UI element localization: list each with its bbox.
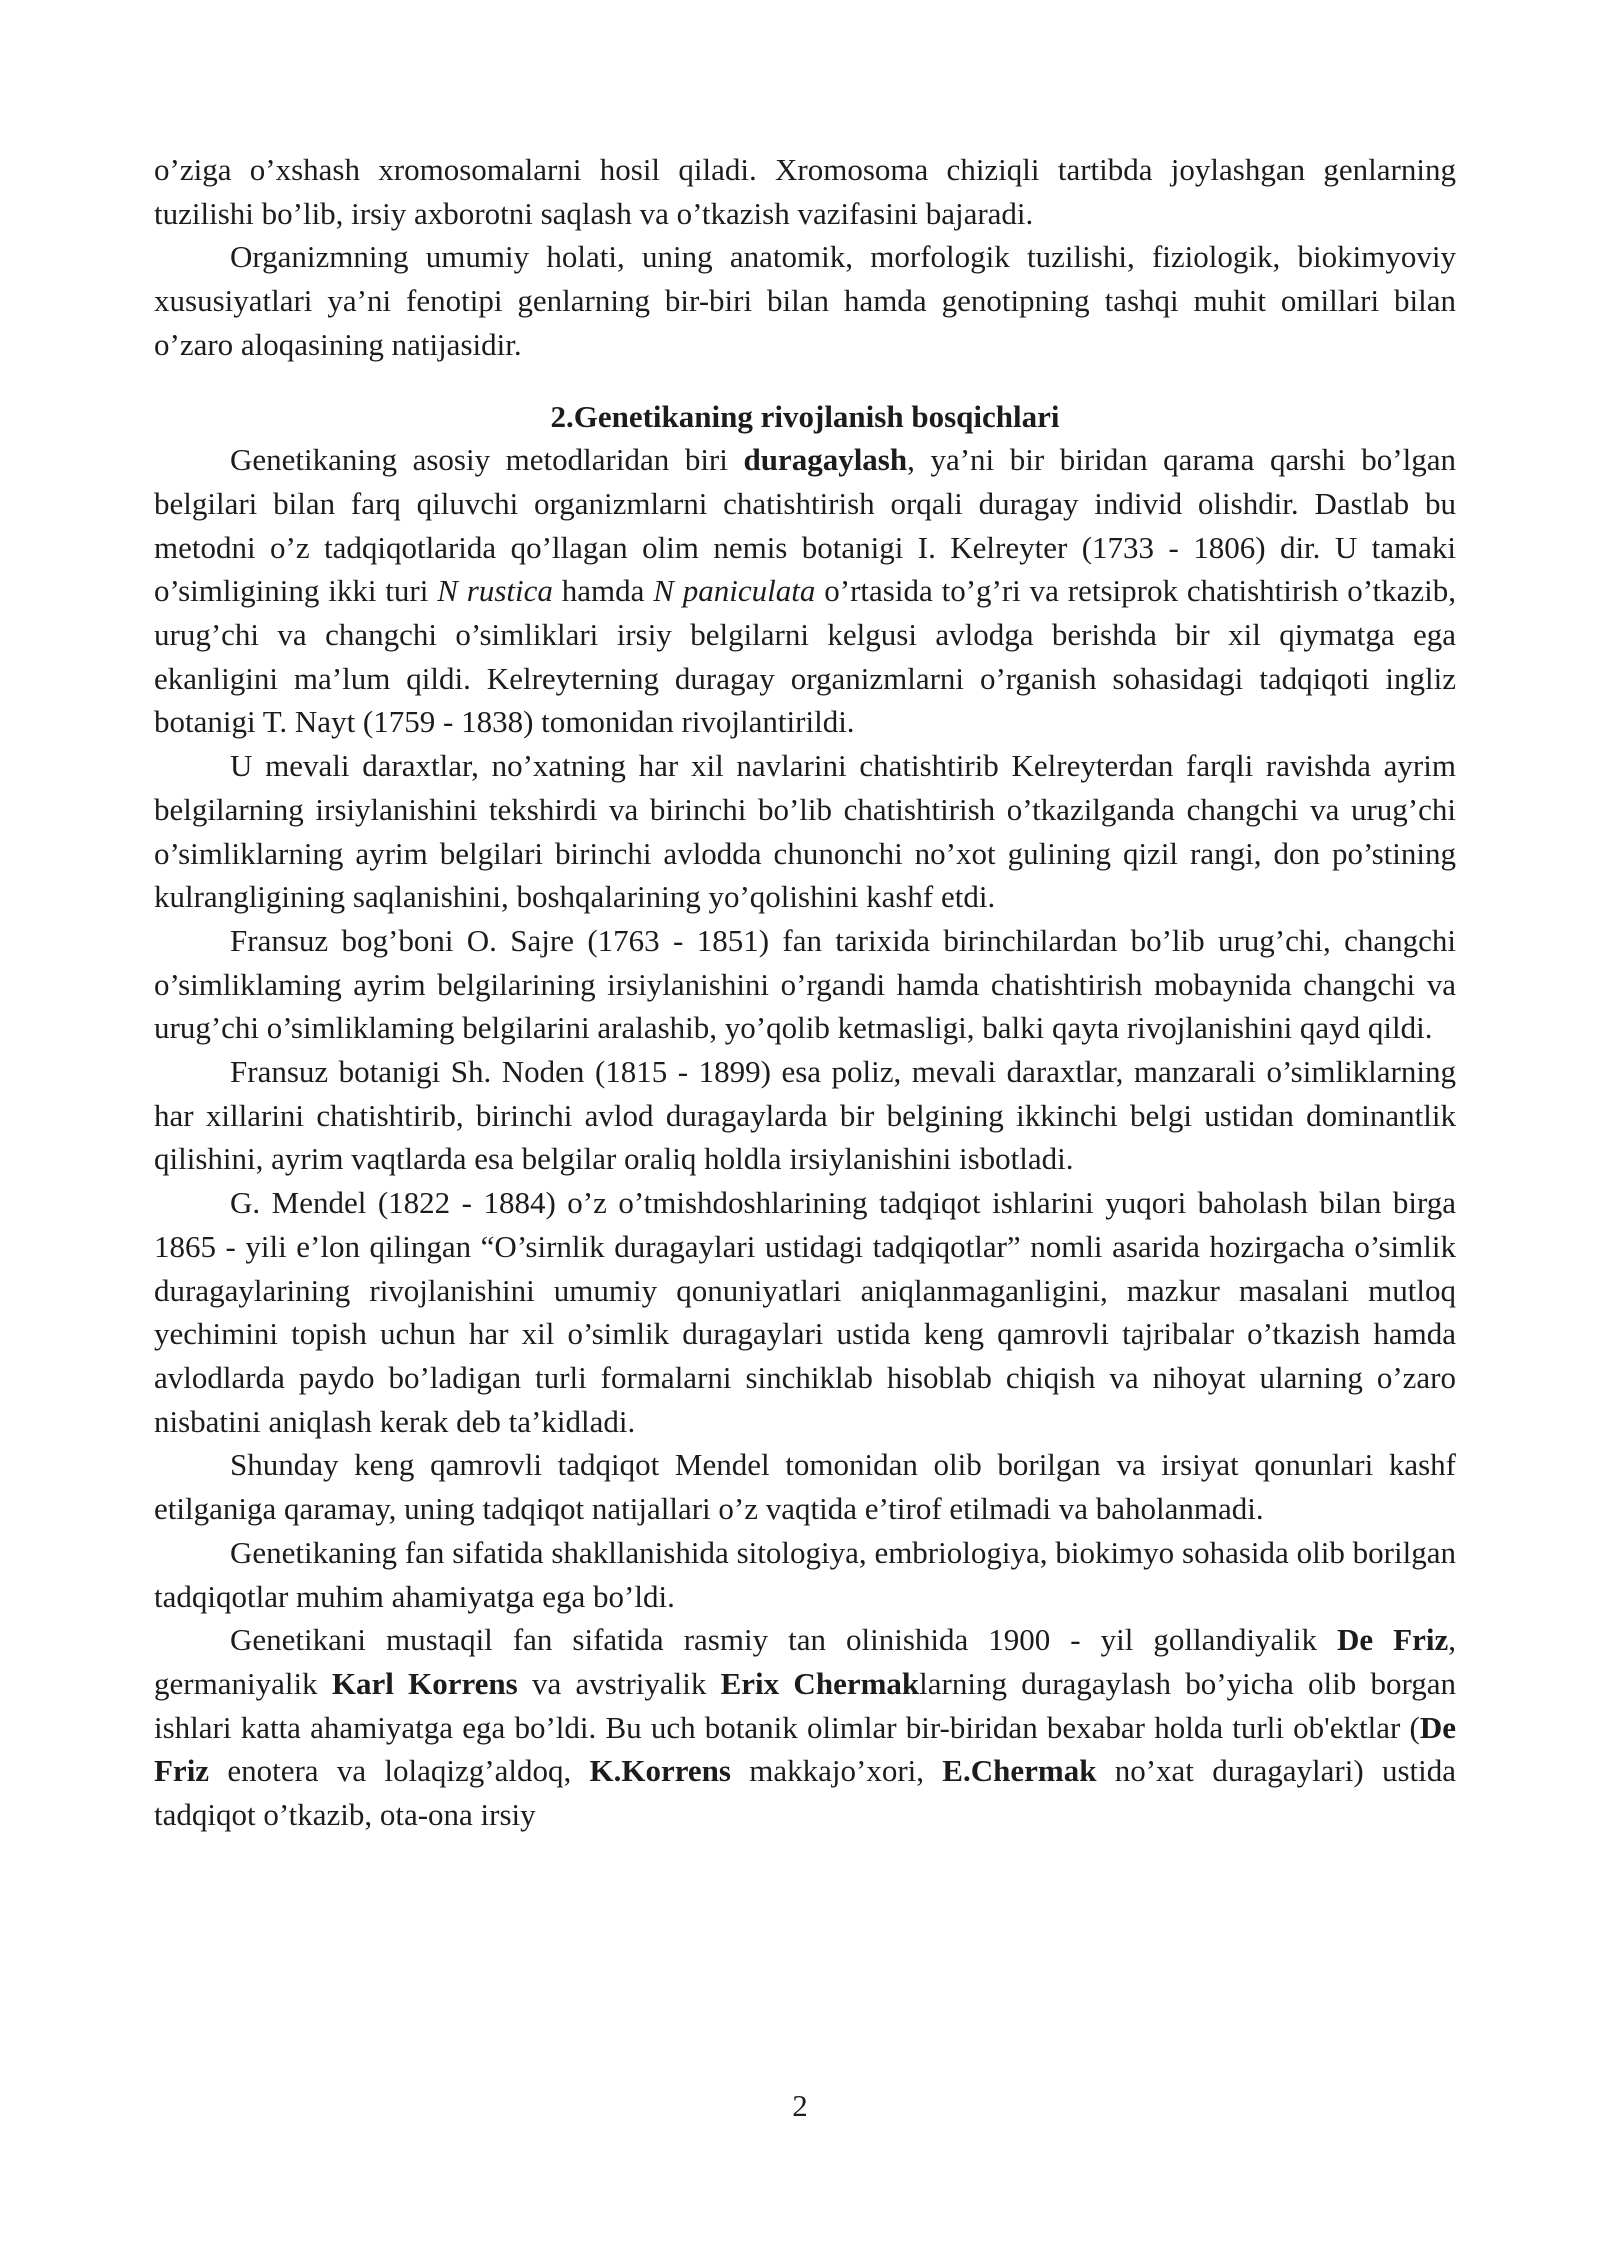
bold-text: De Friz — [154, 1709, 1456, 1789]
paragraph — [154, 148, 1456, 235]
bold-text: Erix Chermak — [720, 1665, 920, 1701]
bold-text: duragaylash — [743, 442, 908, 478]
paragraph — [154, 1181, 1456, 1443]
text-run: no’xat duragaylari) ustida tadqiqot o’tkazib, ota-ona irsiy — [154, 1753, 1456, 1833]
text-run: Organizmning umumiy holati, uning anatomik, morfologik tuzilishi, fiziologik, biokimyoviy xususiyatlari ya’ni fenotipi genlarning bir-biri bilan hamda genotipning tashqi muhit omillari bilan o’zaro aloqasining natijasidir. — [154, 239, 1456, 362]
text-run: Genetikaning fan sifatida shakllanishida sitologiya, embriologiya, biokimyo sohasida olib borilgan tadqiqotlar muhim ahamiyatga ega bo’ldi. — [154, 1534, 1456, 1614]
page-number: 2 — [792, 2088, 808, 2123]
text-run: U mevali daraxtlar, no’xatning har xil navlarini chatishtirib Kelreyterdan farqli ravishda ayrim belgilarning irsiylanishini tekshirdi va birinchi bo’lib chatishtirish o’tkazilganda changchi va urug’chi o’simliklarning ayrim belgilari birinchi avlodda chunonchi no’xot gulining qizil rangi, don po’stining kulrangligining saqlanishini, boshqalarining yo’qolishini kashf etdi. — [154, 748, 1456, 915]
text-run: Genetikani mustaqil fan sifatida rasmiy tan olinishida 1900 - yil gollandiyalik — [230, 1622, 1337, 1658]
bold-text: De Friz — [1337, 1622, 1449, 1658]
italic-text: N paniculata — [653, 573, 816, 609]
paragraph — [154, 235, 1456, 366]
section-heading — [154, 395, 1456, 439]
bold-text: E.Chermak — [942, 1753, 1097, 1789]
text-run: o’ziga o’xshash xromosomalarni hosil qiladi. Xromosoma chiziqli tartibda joylashgan genlarning tuzilishi bo’lib, irsiy axborotni saqlash va o’tkazish vazifasini bajaradi. — [154, 152, 1456, 231]
text-run: G. Mendel (1822 - 1884) o’z o’tmishdoshlarining tadqiqot ishlarini yuqori baholash bilan birga 1865 - yili e’lon qilingan “O’sirnlik duragaylari ustidagi tadqiqotlar” nomli asarida hozirgacha o’simlik duragaylarining rivojlanishini umumiy qonuniyatlari aniqlanmaganligini, mazkur masalani mutloq yechimini topish uchun har xil o’simlik duragaylari ustida keng qamrovli tajribalar o’tkazish hamda avlodlarda paydo bo’ladigan turli formalarni sinchiklab hisoblab chiqish va nihoyat ularning o’zaro nisbatini aniqlash kerak deb ta’kidladi. — [154, 1185, 1456, 1439]
paragraph — [154, 1050, 1456, 1181]
paragraph — [154, 1618, 1456, 1837]
text-run: va avstriyalik — [517, 1665, 721, 1701]
text-run: larning duragaylash bo’yicha olib borgan ishlari katta ahamiyatga ega bo’ldi. Bu uch botanik olimlar bir-biridan bexabar holda turli ob'ektlar ( — [154, 1665, 1456, 1745]
text-run: , germaniyalik — [154, 1622, 1456, 1701]
bold-text: K.Korrens — [589, 1753, 731, 1789]
text-run: Fransuz botanigi Sh. Noden (1815 - 1899) esa poliz, mevali daraxtlar, manzarali o’simliklarning har xillarini chatishtirib, birinchi avlod duragaylarda bir belgining ikkinchi belgi ustidan dominantlik qilishini, ayrim vaqtlarda esa belgilar oraliq holdla irsiylanishini isbotladi. — [154, 1054, 1456, 1177]
text-run: Fransuz bog’boni O. Sajre (1763 - 1851) fan tarixida birinchilardan bo’lib urug’chi, changchi o’simliklaming ayrim belgilarining irsiylanishini o’rgandi hamda chatishtirish mobaynida changchi va urug’chi o’simliklaming belgilarini aralashib, yo’qolib ketmasligi, balki qayta rivojlanishini qayd qildi. — [154, 922, 1456, 1046]
document-page — [154, 148, 1456, 1837]
italic-text: N rustica — [437, 573, 553, 609]
text-run: o’rtasida to’g’ri va retsiprok chatishtirish o’tkazib, urug’chi va changchi o’simliklari irsiy belgilarni kelgusi avlodga berishda bir xil qiymatga ega ekanligini ma’lum qildi. Kelreyterning duragay organizmlarni o’rganish sohasidagi tadqiqoti ingliz botanigi T. Nayt (1759 - 1838) tomonidan rivojlantirildi. — [154, 573, 1456, 740]
bold-text: Karl Korrens — [331, 1665, 518, 1701]
paragraph — [154, 744, 1456, 919]
text-run: Genetikaning asosiy metodlaridan biri — [230, 442, 744, 478]
text-run: , ya’ni bir biridan qarama qarshi bo’lgan belgilari bilan farq qiluvchi organizmlarni chatishtirish orqali duragay individ olishdir. Dastlab bu metodni o’z tadqiqotlarida qo’llagan olim nemis botanigi I. Kelreyter (1733 - 1806) dir. U tamaki o’simligining ikki turi — [154, 442, 1456, 609]
text-run: Shunday keng qamrovli tadqiqot Mendel tomonidan olib borilgan va irsiyat qonunlari kashf etilganiga qaramay, uning tadqiqot natijallari o’z vaqtida e’tirof etilmadi va baholanmadi. — [154, 1447, 1456, 1527]
text-run: hamda — [552, 573, 654, 609]
paragraph — [154, 919, 1456, 1050]
text-run: 2.Genetikaning rivojlanish bosqichlari — [550, 398, 1060, 434]
paragraph — [154, 1443, 1456, 1530]
text-run: makkajo’xori, — [730, 1753, 943, 1789]
paragraph — [154, 438, 1456, 744]
text-run: enotera va lolaqizg’aldoq, — [209, 1753, 590, 1789]
paragraph — [154, 1531, 1456, 1618]
